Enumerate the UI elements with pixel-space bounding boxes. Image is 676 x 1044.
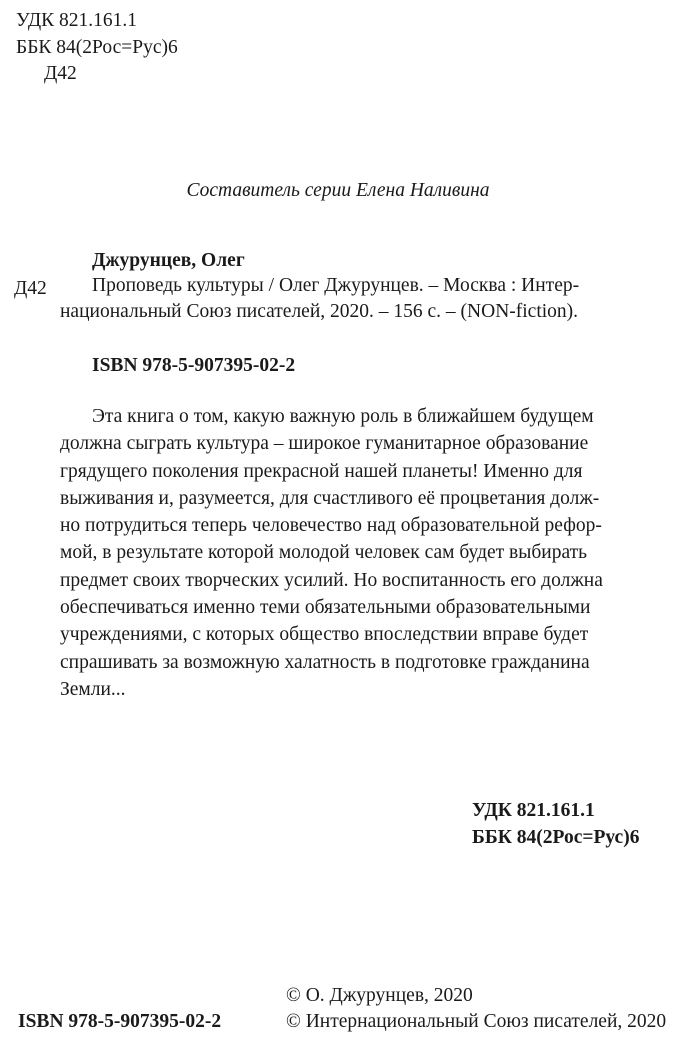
isbn-footer: ISBN 978-5-907395-02-2 <box>18 1011 222 1032</box>
annotation-line: обеспечиваться именно теми обязательными образовательными <box>60 597 591 619</box>
bbk-top: ББК 84(2Рос=Рус)6 <box>16 37 178 58</box>
annotation-line: учреждениями, с которых общество впоследствии вправе будет <box>60 624 589 646</box>
annotation-line: предмет своих творческих усилий. Но воспитанность его должна <box>60 569 603 591</box>
annotation-line: но потрудиться теперь человечество над образовательной рефор- <box>60 515 602 537</box>
bbk-bottom: ББК 84(2Рос=Рус)6 <box>472 827 640 848</box>
author-heading: Джурунцев, Олег <box>92 250 245 271</box>
annotation-line: выживания и, разумеется, для счастливого её процветания долж- <box>60 487 600 509</box>
annotation-line: спрашивать за возможную халатность в подготовке гражданина <box>60 651 590 673</box>
author-code-entry: Д42 <box>14 278 47 299</box>
annotation-line: Эта книга о том, какую важную роль в ближайшем будущем <box>92 406 594 427</box>
annotation-line: должна сыграть культура – широкое гуманитарное образование <box>60 433 589 455</box>
copyright-author: © О. Джурунцев, 2020 <box>286 985 473 1006</box>
annotation <box>60 403 676 703</box>
annotation-line: грядущего поколения прекрасной нашей планеты! Именно для <box>60 460 583 482</box>
bibliographic-line-2: национальный Союз писателей, 2020. – 156 с. – (NON-fiction). <box>60 301 579 322</box>
author-code-top: Д42 <box>44 63 77 84</box>
annotation-line: Земли... <box>60 678 126 700</box>
annotation-line: мой, в результате которой молодой человек сам будет выбирать <box>60 542 588 564</box>
udk-bottom: УДК 821.161.1 <box>472 800 595 821</box>
bibliographic-line-1: Проповедь культуры / Олег Джурунцев. – Москва : Интер- <box>92 275 580 296</box>
series-compiler: Составитель серии Елена Наливина <box>186 180 490 201</box>
udk-top: УДК 821.161.1 <box>16 10 138 31</box>
isbn-entry: ISBN 978-5-907395-02-2 <box>92 355 296 376</box>
copyright-publisher: © Интернациональный Союз писателей, 2020 <box>286 1011 667 1032</box>
